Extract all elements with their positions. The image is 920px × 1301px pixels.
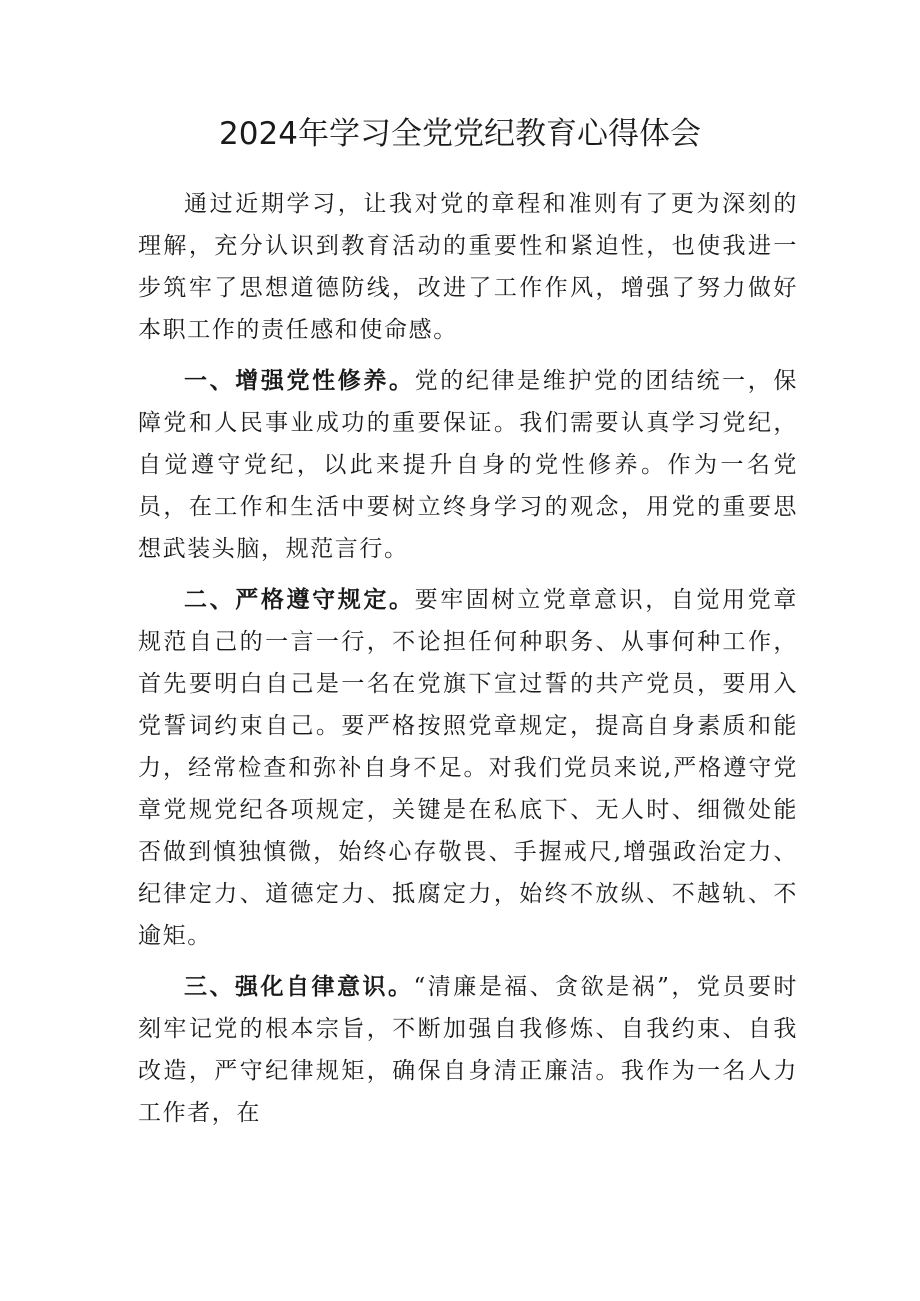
paragraph-intro <box>138 183 798 351</box>
paragraph-text: 通过近期学习，让我对党的章程和准则有了更为深刻的理解，充分认识到教育活动的重要性和紧迫性，也使我进一步筑牢了思想道德防线，改进了工作作风，增强了努力做好本职工作的责任感和使命感。 <box>138 191 798 343</box>
paragraph-section-2 <box>138 579 798 957</box>
section-heading: 一、增强党性修养。 <box>184 368 415 394</box>
paragraph-section-1 <box>138 360 798 570</box>
document-body <box>138 183 798 1143</box>
paragraph-text: 要牢固树立党章意识，自觉用党章规范自己的一言一行，不论担任何种职务、从事何种工作，首先要明白自己是一名在党旗下宣过誓的共产党员，要用入党誓词约束自己。要严格按照党章规定，提高自身素质和能力，经常检查和弥补自身不足。对我们党员来说,严格遵守党章党规党纪各项规定，关键是在私底下、无人时、细微处能否做到慎独慎微，始终心存敬畏、手握戒尺,增强政治定力、纪律定力、道德定力、抵腐定力，始终不放纵、不越轨、不逾矩。 <box>138 587 799 949</box>
section-heading: 三、强化自律意识。 <box>184 974 414 1000</box>
paragraph-section-3 <box>138 966 798 1134</box>
paragraph-text: 党的纪律是维护党的团结统一，保障党和人民事业成功的重要保证。我们需要认真学习党纪，自觉遵守党纪，以此来提升自身的党性修养。作为一名党员，在工作和生活中要树立终身学习的观念，用党的重要思想武装头脑，规范言行。 <box>138 368 799 562</box>
paragraph-text: “清廉是福、贪欲是祸”，党员要时刻牢记党的根本宗旨，不断加强自我修炼、自我约束、自我改造，严守纪律规矩，确保自身清正廉洁。我作为一名人力工作者，在 <box>138 974 798 1126</box>
document-title: 2024年学习全党党纪教育心得体会 <box>219 116 701 152</box>
section-heading: 二、严格遵守规定。 <box>184 587 415 613</box>
